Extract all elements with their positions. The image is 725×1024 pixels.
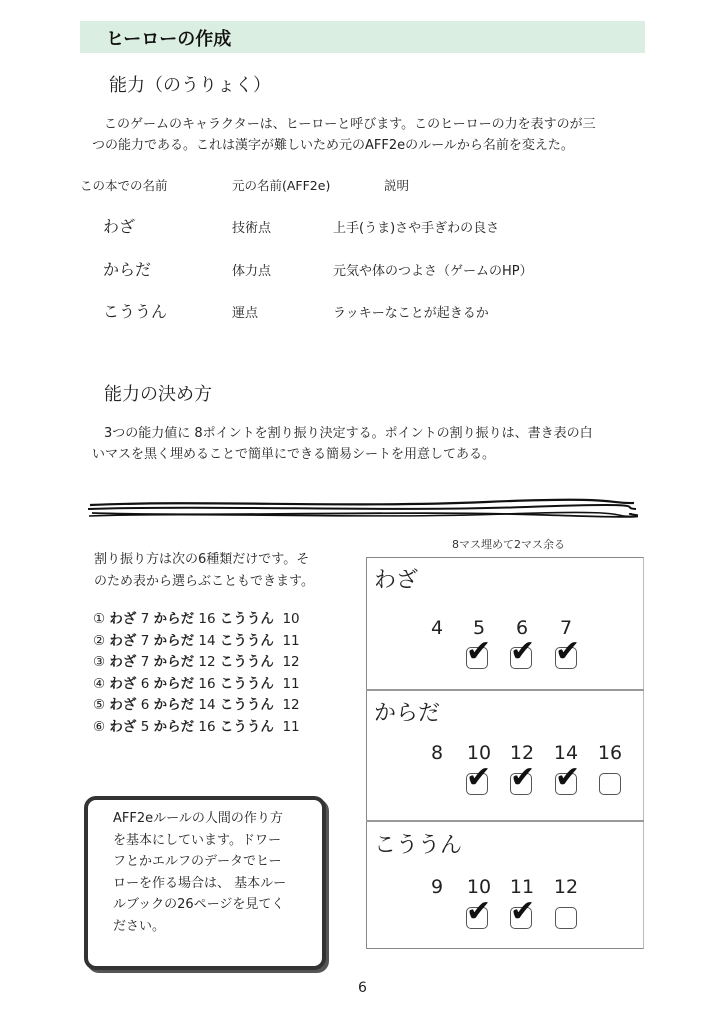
sheet-label-kouun: こううん bbox=[374, 833, 463, 858]
allocation-list bbox=[93, 609, 300, 738]
section-heading-determination: 能力の決め方 bbox=[104, 384, 212, 405]
paragraph-line: つの能力である。これは漢字が難しいため元のAFF2eのルールから名前を変えた。 bbox=[92, 138, 574, 153]
sheet-label-karada: からだ bbox=[374, 701, 441, 726]
ability-name: からだ bbox=[103, 260, 152, 279]
ability-description: 上手(うま)さや手ぎわの良さ bbox=[333, 221, 500, 236]
sheet-number: 8 bbox=[430, 742, 444, 764]
sheet-divider bbox=[366, 689, 644, 691]
sheet-number: 12 bbox=[553, 876, 579, 898]
table-header-name: この本での名前 bbox=[80, 178, 168, 193]
check-mark-icon: ✔ bbox=[555, 760, 581, 795]
paragraph-line: いマスを黒く埋めることで簡単にできる簡易シートを用意してある。 bbox=[92, 447, 496, 462]
page-title: ヒーローの作成 bbox=[106, 29, 232, 50]
sheet-label-waza: わざ bbox=[374, 568, 419, 593]
sheet-number: 5 bbox=[472, 617, 486, 639]
checkbox[interactable] bbox=[599, 773, 621, 795]
check-mark-icon: ✔ bbox=[466, 760, 492, 795]
sheet-number: 9 bbox=[430, 876, 444, 898]
title-bar bbox=[80, 21, 645, 53]
ability-original: 運点 bbox=[232, 306, 259, 321]
ability-original: 技術点 bbox=[232, 221, 272, 236]
allocation-option: ② わざ 7 からだ 14 こううん 11 bbox=[93, 632, 300, 649]
paragraph-line: 3つの能力値に 8ポイントを割り振り決定する。ポイントの割り振りは、書き表の白 bbox=[104, 426, 593, 441]
sheet-number: 10 bbox=[466, 742, 492, 764]
sheet-number: 7 bbox=[559, 617, 573, 639]
check-mark-icon: ✔ bbox=[466, 634, 492, 669]
ability-name: こううん bbox=[103, 302, 168, 321]
note-text: AFF2eルールの人間の作り方 を基本にしています。ドワー フとかエルフのデータでヒー ローを作る場合は、 基本ルー ルブックの26ページを見てく ださい。 bbox=[113, 811, 287, 934]
table-header-description: 説明 bbox=[384, 178, 410, 193]
ability-description: ラッキーなことが起きるか bbox=[333, 306, 489, 321]
check-mark-icon: ✔ bbox=[555, 634, 581, 669]
sheet-number: 14 bbox=[553, 742, 579, 764]
allocation-intro: のため表から選らぶこともできます。 bbox=[94, 574, 314, 589]
allocation-option: ④ わざ 6 からだ 16 こううん 11 bbox=[93, 675, 300, 692]
scribble-divider bbox=[86, 496, 638, 524]
allocation-option: ① わざ 7 からだ 16 こううん 10 bbox=[93, 611, 300, 627]
checkbox[interactable] bbox=[555, 907, 577, 929]
check-mark-icon: ✔ bbox=[510, 894, 536, 929]
check-mark-icon: ✔ bbox=[466, 894, 492, 929]
allocation-option: ⑥ わざ 5 からだ 16 こううん 11 bbox=[93, 718, 300, 735]
allocation-option: ③ わざ 7 からだ 12 こううん 12 bbox=[93, 654, 300, 670]
sheet-number: 16 bbox=[597, 742, 623, 764]
check-mark-icon: ✔ bbox=[510, 760, 536, 795]
section-heading-abilities: 能力（のうりょく） bbox=[109, 75, 271, 96]
sheet-number: 6 bbox=[515, 617, 529, 639]
ability-description: 元気や体のつよさ（ゲームのHP） bbox=[333, 264, 533, 279]
sheet-number: 4 bbox=[430, 617, 444, 639]
allocation-option: ⑤ わざ 6 からだ 14 こううん 12 bbox=[93, 697, 300, 713]
sheet-caption: 8マス埋めて2マス余る bbox=[452, 538, 565, 551]
paragraph-line: このゲームのキャラクターは、ヒーローと呼びます。このヒーローの力を表すのが三 bbox=[104, 117, 596, 132]
note-box bbox=[84, 796, 326, 970]
ability-name: わざ bbox=[103, 217, 136, 236]
sheet-number: 11 bbox=[509, 876, 535, 898]
sheet-number: 12 bbox=[509, 742, 535, 764]
page-number: 6 bbox=[358, 980, 367, 996]
ability-original: 体力点 bbox=[232, 264, 272, 279]
check-mark-icon: ✔ bbox=[510, 634, 536, 669]
allocation-intro: 割り振り方は次の6種類だけです。そ bbox=[94, 552, 310, 567]
sheet-number: 10 bbox=[466, 876, 492, 898]
sheet-divider bbox=[366, 820, 644, 822]
table-header-original: 元の名前(AFF2e) bbox=[232, 178, 331, 193]
